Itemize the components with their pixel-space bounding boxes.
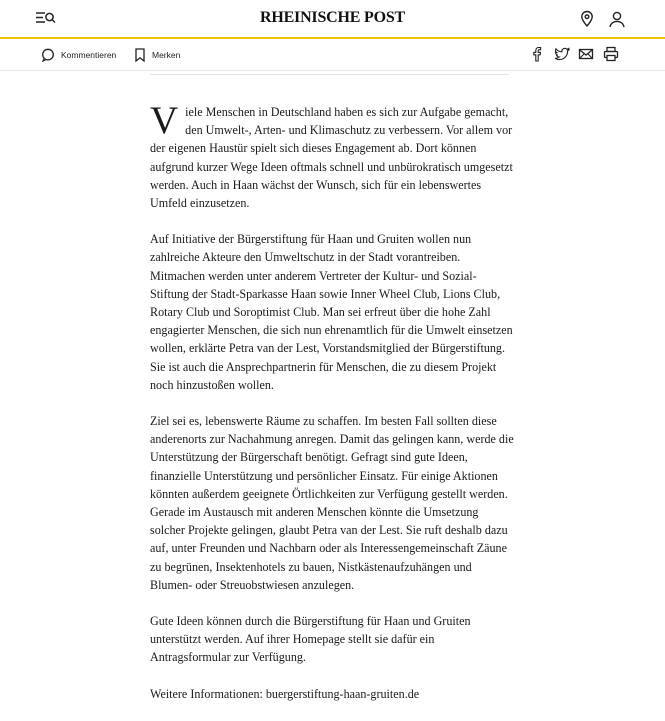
comment-button[interactable] bbox=[41, 47, 116, 63]
facebook-icon[interactable] bbox=[529, 46, 545, 62]
location-pin-icon[interactable] bbox=[580, 10, 594, 28]
twitter-icon[interactable] bbox=[554, 46, 570, 62]
site-logo[interactable]: RHEINISCHE POST bbox=[259, 9, 406, 26]
bookmark-icon bbox=[134, 48, 146, 62]
article-paragraph-1 bbox=[150, 99, 515, 212]
bookmark-button[interactable] bbox=[134, 47, 180, 63]
article-paragraph-5: Weitere Informationen: buergerstiftung-haan-gruiten.de bbox=[150, 686, 420, 701]
user-icon[interactable] bbox=[608, 10, 626, 28]
content-divider bbox=[150, 74, 509, 75]
print-icon[interactable] bbox=[603, 46, 619, 62]
mail-icon[interactable] bbox=[578, 46, 594, 62]
comment-icon bbox=[41, 48, 55, 62]
article-body bbox=[150, 99, 515, 721]
comment-label: Kommentieren bbox=[61, 50, 117, 60]
top-bar bbox=[0, 0, 665, 37]
article-paragraph-3: Ziel sei es, lebenswerte Räume zu schaffen. Im besten Fall sollten diese anderenorts zur Nachahmung anregen. Damit das gelingen kann, werde die Unterstützung der Bürgerschaft benötigt. Gefragt sind gute Ideen, finanzielle Unterstützung und persönlicher Einsatz. Für einige Aktionen könnten außerdem geeignete Örtlichkeiten zur Verfügung gestellt werden. Gerade im Austausch mit anderen Menschen könnte die Umsetzung solcher Projekte gelingen, glaubt Petra van der Lest. Sie ruft deshalb dazu auf, unter Freunden und Nachbarn oder als Interessengemeinschaft Zäune zu begrünen, Insektenhotels zu bauen, Nistkästenaufzuhängen und Blumen- oder Streuobstwiesen anzulegen. bbox=[150, 414, 514, 592]
article-action-bar bbox=[0, 39, 665, 71]
article-paragraph-2: Auf Initiative der Bürgerstiftung für Haan und Gruiten wollen nun zahlreiche Akteure den Umweltschutz in der Stadt vorantreiben. Mitmachen werden unter anderem Vertreter der Kultur- und Sozial-Stiftung der Stadt-Sparkasse Haan sowie Inner Wheel Club, Lions Club, Rotary Club und Soroptimist Club. Man sei erfreut über die hohe Zahl engagierter Menschen, die sich nun ehrenamtlich für die Umwelt einsetzen wollen, erklärte Petra van der Lest, Vorstandsmitglied der Bürgerstiftung. Sie ist auch die Ansprechpartnerin für Menschen, die zu diesem Projekt noch hinzustoßen wollen. bbox=[150, 232, 513, 392]
dropcap: V bbox=[150, 99, 179, 142]
paragraph-text: iele Menschen in Deutschland haben es sich zur Aufgabe gemacht, den Umwelt-, Arten- und Klimaschutz zu verbessern. Vor allem vor der eigenen Haustür spielt sich dieses Engagement ab. Dort können aufgrund kurzer Wege Ideen oftmals schnell und unbürokratisch umgesetzt werden. Auch in Haan wächst der Wunsch, sich für ein lebenswertes Umfeld einzusetzen. bbox=[150, 105, 513, 211]
bookmark-label: Merken bbox=[152, 50, 181, 60]
article-paragraph-4: Gute Ideen können durch die Bürgerstiftung für Haan und Gruiten unterstützt werden. Auf ihrer Homepage stellt sie dafür ein Antragsformular zur Verfügung. bbox=[150, 614, 471, 665]
